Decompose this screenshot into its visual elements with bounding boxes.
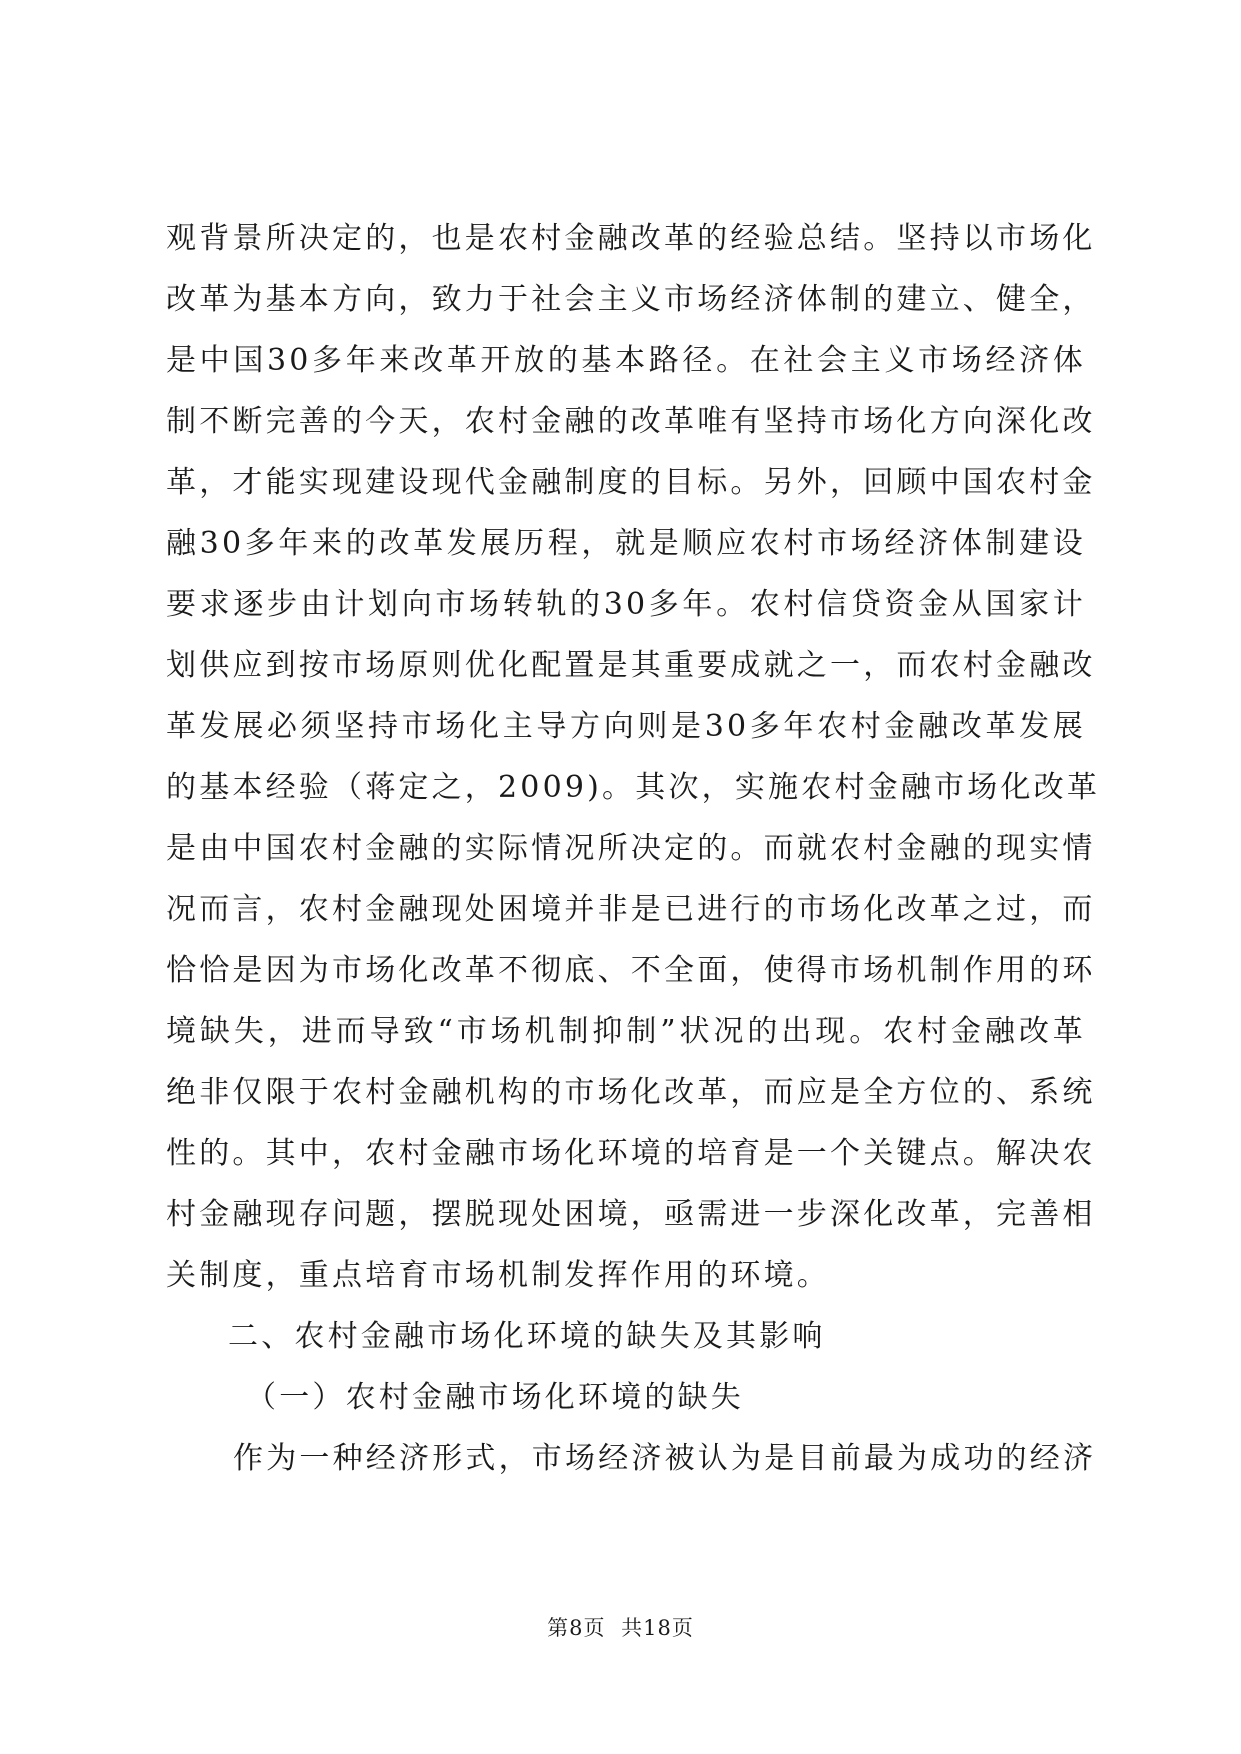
section-heading: 二、农村金融市场化环境的缺失及其影响: [228, 1319, 826, 1354]
paragraph-line: 制不断完善的今天，农村金融的改革唯有坚持市场化方向深化改: [166, 404, 1096, 439]
paragraph-line: 要求逐步由计划向市场转轨的30多年。农村信贷资金从国家计: [166, 587, 1086, 622]
paragraph-line: 革发展必须坚持市场化主导方向则是30多年农村金融改革发展: [166, 709, 1086, 744]
paragraph-line: 况而言，农村金融现处困境并非是已进行的市场化改革之过，而: [166, 892, 1096, 927]
paragraph-line: 革，才能实现建设现代金融制度的目标。另外，回顾中国农村金: [166, 465, 1096, 500]
paragraph-line: 绝非仅限于农村金融机构的市场化改革，而应是全方位的、系统: [166, 1075, 1096, 1110]
subsection-heading: （一）农村金融市场化环境的缺失: [246, 1380, 744, 1415]
paragraph-line: 观背景所决定的，也是农村金融改革的经验总结。坚持以市场化: [166, 221, 1096, 256]
paragraph-line: 融30多年来的改革发展历程，就是顺应农村市场经济体制建设: [166, 526, 1086, 561]
paragraph-line: 作为一种经济形式，市场经济被认为是目前最为成功的经济: [233, 1441, 1097, 1476]
page-total: 共18页: [621, 1616, 694, 1640]
paragraph-line: 是中国30多年来改革开放的基本路径。在社会主义市场经济体: [166, 343, 1086, 378]
paragraph-line: 的基本经验（蒋定之，2009)。其次，实施农村金融市场化改革: [166, 770, 1101, 805]
page-number: 第8页: [547, 1616, 606, 1640]
paragraph-line: 划供应到按市场原则优化配置是其重要成就之一，而农村金融改: [166, 648, 1096, 683]
body-text: [166, 208, 1101, 1489]
paragraph-line: 改革为基本方向，致力于社会主义市场经济体制的建立、健全，: [166, 282, 1096, 317]
paragraph-line: 是由中国农村金融的实际情况所决定的。而就农村金融的现实情: [166, 831, 1096, 866]
paragraph-line: 恰恰是因为市场化改革不彻底、不全面，使得市场机制作用的环: [166, 953, 1096, 988]
paragraph-line: 村金融现存问题，摆脱现处困境，亟需进一步深化改革，完善相: [166, 1197, 1096, 1232]
paragraph-line: 关制度，重点培育市场机制发挥作用的环境。: [166, 1258, 830, 1293]
paragraph-line: 境缺失，进而导致“市场机制抑制”状况的出现。农村金融改革: [166, 1014, 1086, 1049]
page-footer: [0, 1612, 1241, 1642]
paragraph-line: 性的。其中，农村金融市场化环境的培育是一个关键点。解决农: [166, 1136, 1096, 1171]
